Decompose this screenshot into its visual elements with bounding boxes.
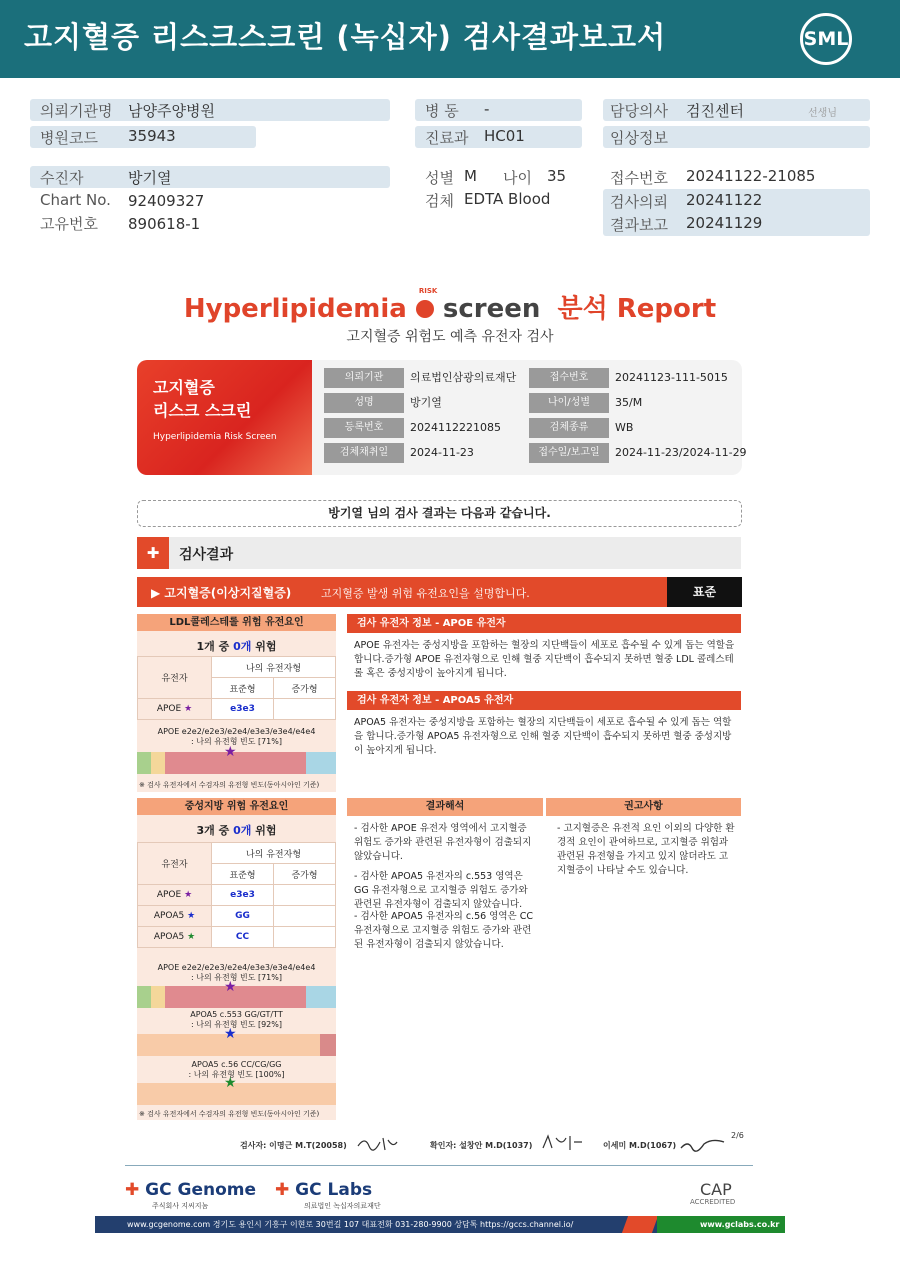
interp-text-1: - 검사한 APOE 유전자 영역에서 고지혈증 위험도 증가와 관련된 유전자형이 검출되지 않았습니다.: [354, 823, 532, 862]
section-results-bar: [137, 537, 741, 569]
clinical-label: 임상정보: [610, 129, 668, 147]
age-label: 나이: [503, 169, 532, 187]
report-subtitle: 고지혈증 위험도 예측 유전자 검사: [346, 329, 554, 345]
hosp-code-label: 병원코드: [40, 129, 98, 147]
dept-label: 진료과: [425, 129, 469, 147]
footer-stripe-red: [622, 1216, 658, 1233]
gc-labs-logo: ✚ GC Labs: [275, 1180, 373, 1200]
id-label: 고유번호: [40, 215, 98, 233]
chart-value: 92409327: [128, 192, 205, 210]
green-star-icon: ★: [187, 932, 196, 942]
signature-1: [355, 1132, 400, 1154]
req-date-label: 검사의뢰: [610, 193, 668, 211]
purple-star-icon: ★: [184, 704, 193, 714]
doctor-value: 검진센터: [686, 102, 744, 120]
info-label: 검체채취일: [324, 443, 404, 463]
info-value: WB: [615, 421, 634, 434]
category-title: ▶ 고지혈증(이상지질혈증): [151, 586, 292, 600]
gc-cross-icon: ✚: [125, 1180, 140, 1200]
ward-value: -: [484, 100, 490, 118]
doctor-suffix: 선생님: [808, 108, 837, 119]
sex-label: 성별: [425, 169, 454, 187]
info-label: 접수번호: [529, 368, 609, 388]
info-label: 나이/성별: [529, 393, 609, 413]
info-label: 검체종류: [529, 418, 609, 438]
info-value: 의료법인삼광의료재단: [410, 371, 517, 384]
info-value: 2024112221085: [410, 421, 501, 434]
apoe-info-text: APOE 유전자는 중성지방을 포함하는 혈장의 지단백들이 세포로 흡수될 수 있게 돕는 역할을 합니다.증가형 APOE 유전자형으로 인해 혈중 지단백이 흡수되지 못하면 혈중 LDL 콜레스테롤 혹은 중성지방이 높아지게 됩니다.: [354, 640, 735, 679]
signer-3: 이세미 M.D(1067): [603, 1141, 677, 1150]
ldl-header: LDL콜레스테롤 위험 유전요인: [137, 614, 336, 631]
category-desc: 고지혈증 발생 위험 유전요인을 설명합니다.: [321, 587, 530, 600]
dept-value: HC01: [484, 127, 525, 145]
footer-text: www.gcgenome.com 경기도 용인시 기흥구 이현로 30번길 107 대표전화 031-280-9900 상담톡 https://gccs.channel.io/: [127, 1220, 574, 1229]
info-value: 2024-11-23: [410, 446, 474, 459]
chart-label: Chart No.: [40, 191, 111, 209]
apoe-info-header: 검사 유전자 정보 - APOE 유전자: [347, 614, 741, 633]
ldl-freq-star-icon: ★: [224, 744, 237, 760]
section-title: 검사결과: [179, 547, 234, 563]
apoa5-info-text: APOA5 유전자는 중성지방을 포함하는 혈장의 지단백들이 세포로 흡수될 수 있게 돕는 역할을 합니다.증가형 APOA5 유전자형으로 인해 혈중 지단백이 흡수되지 못하면 혈중 중성지방이 높아지게 됩니다.: [354, 717, 732, 756]
rec-text: - 고지혈증은 유전적 요인 이외의 다양한 환경적 요인이 관여하므로, 고지혈증 위험과 관련된 유전형을 가지고 있지 않더라도 고지혈증이 나타날 수도 있습니다.: [557, 823, 735, 876]
ldl-count: 1개 중 0개 위험: [196, 640, 277, 653]
info-value: 20241123-111-5015: [615, 371, 728, 384]
cap-sub: ACCREDITED: [690, 1198, 736, 1206]
req-date-value: 20241122: [686, 191, 763, 209]
rec-header: 권고사항: [546, 798, 741, 816]
signer-1: 검사자: 이명근 M.T(20058): [240, 1141, 347, 1150]
hosp-code-value: 35943: [128, 127, 176, 145]
report-date-value: 20241129: [686, 214, 763, 232]
interp-text-3: - 검사한 APOA5 유전자의 c.56 영역은 CC 유전자형으로 고지혈증 위험도 증가와 관련된 유전자형이 검출되지 않았습니다.: [354, 911, 533, 950]
tg-freq3-star-icon: ★: [224, 1075, 237, 1091]
name-row: [30, 166, 390, 188]
sex-value: M: [464, 167, 477, 185]
footer-divider: [125, 1165, 753, 1166]
specimen-value: EDTA Blood: [464, 190, 551, 208]
tg-table: 유전자 나의 유전자형 표준형 증가형 APOE ★ e3e3 APOA5 ★ GG APOA5 ★ CC: [137, 842, 336, 948]
page-number: 2/6: [731, 1131, 744, 1140]
tg-freq3-label: APOA5 c.56 CC/CG/GG : 나의 유전형 빈도 [100%]: [188, 1060, 285, 1079]
doctor-label: 담당의사: [610, 102, 668, 120]
info-label: 접수일/보고일: [529, 443, 609, 463]
name-label: 수진자: [40, 169, 84, 187]
specimen-label: 검체: [425, 192, 454, 210]
signature-2: [540, 1132, 585, 1154]
ldl-table: 유전자 나의 유전자형 표준형 증가형 APOE ★ e3e3: [137, 656, 336, 720]
risk-badge-icon: RISK: [416, 300, 434, 318]
sml-logo: SML: [800, 13, 852, 65]
tg-freq2-star-icon: ★: [224, 1026, 237, 1042]
report-header: [0, 0, 900, 78]
standard-badge: 표준: [667, 577, 742, 607]
tg-note: ※ 검사 유전자에서 수검자의 유전형 빈도(동아시아인 기준): [139, 1110, 320, 1118]
gc-genome-sub: 주식회사 지씨지놈: [152, 1202, 209, 1210]
purple-star-icon: ★: [184, 890, 193, 900]
category-bar: [137, 577, 667, 607]
signer-2: 확인자: 설창안 M.D(1037): [430, 1141, 533, 1150]
info-label: 성명: [324, 393, 404, 413]
info-value: 방기열: [410, 396, 442, 409]
result-intro: 방기열 님의 검사 결과는 다음과 같습니다.: [137, 500, 742, 527]
report-main-title: Hyperlipidemia RISK screen 분석 Report: [183, 287, 717, 324]
apoa5-info-header: 검사 유전자 정보 - APOA5 유전자: [347, 691, 741, 710]
rec-no-label: 접수번호: [610, 169, 668, 187]
interp-header: 결과해석: [347, 798, 543, 816]
blue-star-icon: ★: [187, 911, 196, 921]
tg-freq1-star-icon: ★: [224, 979, 237, 995]
report-title: 고지혈증 리스크스크린 (녹십자) 검사결과보고서: [24, 20, 667, 54]
age-value: 35: [547, 167, 567, 185]
name-value: 방기열: [128, 169, 172, 187]
info-label: 등록번호: [324, 418, 404, 438]
footer-right-url: www.gclabs.co.kr: [700, 1220, 780, 1229]
info-value: 35/M: [615, 396, 643, 409]
first-aid-icon: ✚: [137, 537, 169, 569]
ldl-note: ※ 검사 유전자에서 수검자의 유전형 빈도(동아시아인 기준): [139, 781, 320, 789]
id-value: 890618-1: [128, 215, 201, 233]
signature-3: [678, 1132, 728, 1154]
footer-bar: [95, 1216, 785, 1233]
ward-label: 병 동: [425, 102, 459, 120]
gc-cross-icon: ✚: [275, 1180, 290, 1200]
req-inst-value: 남양주양병원: [128, 102, 215, 120]
cap-logo: CAP: [700, 1180, 732, 1199]
tg-count: 3개 중 0개 위험: [196, 824, 277, 837]
tg-freq2-label: APOA5 c.553 GG/GT/TT : 나의 유전형 빈도 [92%]: [190, 1010, 283, 1029]
req-inst-label: 의뢰기관명: [40, 102, 113, 120]
lab-info-box: [312, 360, 747, 475]
info-label: 의뢰기관: [324, 368, 404, 388]
interp-text-2: - 검사한 APOA5 유전자의 c.553 영역은 GG 유전자형으로 고지혈증 위험도 증가와 관련된 유전자형이 검출되지 않았습니다.: [354, 871, 528, 910]
gc-labs-sub: 의료법인 녹십자의료재단: [304, 1202, 381, 1210]
gc-genome-logo: ✚ GC Genome: [125, 1180, 257, 1200]
report-date-label: 결과보고: [610, 216, 668, 234]
tg-freq1-label: APOE e2e2/e2e3/e2e4/e3e3/e3e4/e4e4 : 나의 유전형 빈도 [71%]: [157, 963, 316, 982]
rec-no-value: 20241122-21085: [686, 167, 816, 185]
info-value: 2024-11-23/2024-11-29: [615, 446, 747, 459]
ldl-freq-label: APOE e2e2/e2e3/e2e4/e3e3/e3e4/e4e4 : 나의 유전형 빈도 [71%]: [157, 727, 316, 746]
product-card: 고지혈증 리스크 스크린 Hyperlipidemia Risk Screen: [137, 360, 312, 475]
tg-header: 중성지방 위험 유전요인: [137, 798, 336, 815]
